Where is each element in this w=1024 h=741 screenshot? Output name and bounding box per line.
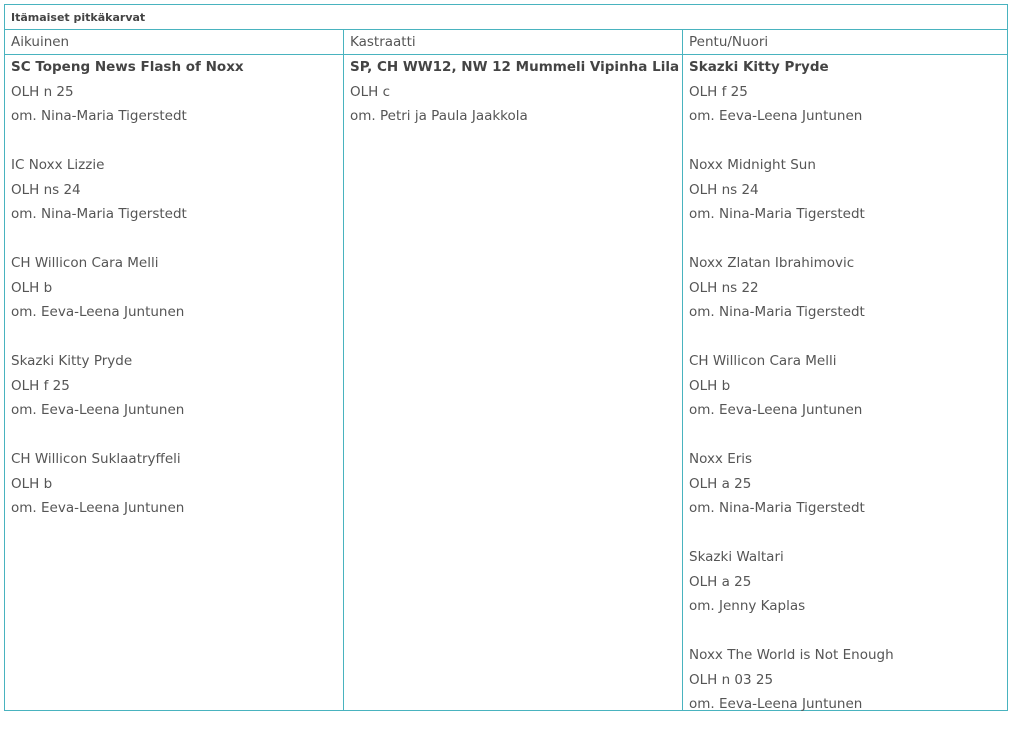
cat-name: SP, CH WW12, NW 12 Mummeli Vipinha Lila: [350, 59, 680, 75]
breed-code: OLH ns 24: [11, 181, 81, 198]
header-aikuinen: Aikuinen: [11, 34, 70, 50]
entry: [11, 447, 244, 521]
column-aikuinen: [11, 55, 244, 545]
breed-code: OLH ns 24: [689, 181, 759, 198]
owner: om. Eeva-Leena Juntunen: [689, 696, 863, 712]
owner: om. Nina-Maria Tigerstedt: [689, 500, 865, 516]
owner: om. Jenny Kaplas: [689, 598, 806, 614]
entry: [350, 55, 679, 129]
entry: [11, 251, 244, 325]
cat-name: Noxx Eris: [689, 451, 753, 467]
table-header-row: [5, 30, 1007, 55]
column-divider: [343, 30, 344, 710]
owner: om. Eeva-Leena Juntunen: [689, 108, 863, 124]
cat-name: IC Noxx Lizzie: [11, 157, 105, 173]
entry: [689, 349, 894, 423]
entry: [11, 55, 244, 129]
cat-name: Noxx Midnight Sun: [689, 157, 816, 173]
entry: [689, 545, 894, 619]
owner: om. Nina-Maria Tigerstedt: [689, 304, 865, 320]
cat-name: Noxx Zlatan Ibrahimovic: [689, 255, 855, 271]
cat-name: Skazki Kitty Pryde: [11, 353, 133, 369]
cat-name: CH Willicon Cara Melli: [689, 353, 837, 369]
table-title-row: [5, 5, 1007, 30]
breed-code: OLH ns 22: [689, 279, 759, 296]
column-pentu-nuori: [689, 55, 894, 741]
cat-name: Skazki Waltari: [689, 549, 784, 565]
header-pentu-nuori: Pentu/Nuori: [689, 34, 769, 50]
entry: [689, 55, 894, 129]
cat-name: Skazki Kitty Pryde: [689, 59, 829, 75]
owner: om. Nina-Maria Tigerstedt: [11, 206, 187, 222]
owner: om. Petri ja Paula Jaakkola: [350, 108, 528, 124]
owner: om. Nina-Maria Tigerstedt: [689, 206, 865, 222]
breed-code: OLH f 25: [11, 377, 70, 394]
entry: [689, 251, 894, 325]
column-kastraatti: [350, 55, 679, 153]
breed-code: OLH n 03 25: [689, 671, 774, 688]
breed-code: OLH b: [689, 377, 731, 394]
entry: [689, 153, 894, 227]
owner: om. Nina-Maria Tigerstedt: [11, 108, 187, 124]
owner: om. Eeva-Leena Juntunen: [11, 304, 185, 320]
breed-code: OLH c: [350, 83, 391, 100]
breed-code: OLH n 25: [11, 83, 74, 100]
owner: om. Eeva-Leena Juntunen: [689, 402, 863, 418]
header-kastraatti: Kastraatti: [350, 34, 416, 50]
entry: [11, 349, 244, 423]
breed-code: OLH b: [11, 475, 53, 492]
breed-code: OLH a 25: [689, 573, 752, 590]
entry: [11, 153, 244, 227]
entry: [689, 643, 894, 717]
owner: om. Eeva-Leena Juntunen: [11, 500, 185, 516]
table-title: Itämaiset pitkäkarvat: [11, 11, 146, 24]
breed-code: OLH f 25: [689, 83, 748, 100]
breed-code: OLH a 25: [689, 475, 752, 492]
results-table: [4, 4, 1008, 711]
entry: [689, 447, 894, 521]
cat-name: CH Willicon Cara Melli: [11, 255, 159, 271]
cat-name: Noxx The World is Not Enough: [689, 647, 894, 663]
cat-name: CH Willicon Suklaatryffeli: [11, 451, 181, 467]
cat-name: SC Topeng News Flash of Noxx: [11, 59, 244, 75]
column-divider: [682, 30, 683, 710]
breed-code: OLH b: [11, 279, 53, 296]
owner: om. Eeva-Leena Juntunen: [11, 402, 185, 418]
